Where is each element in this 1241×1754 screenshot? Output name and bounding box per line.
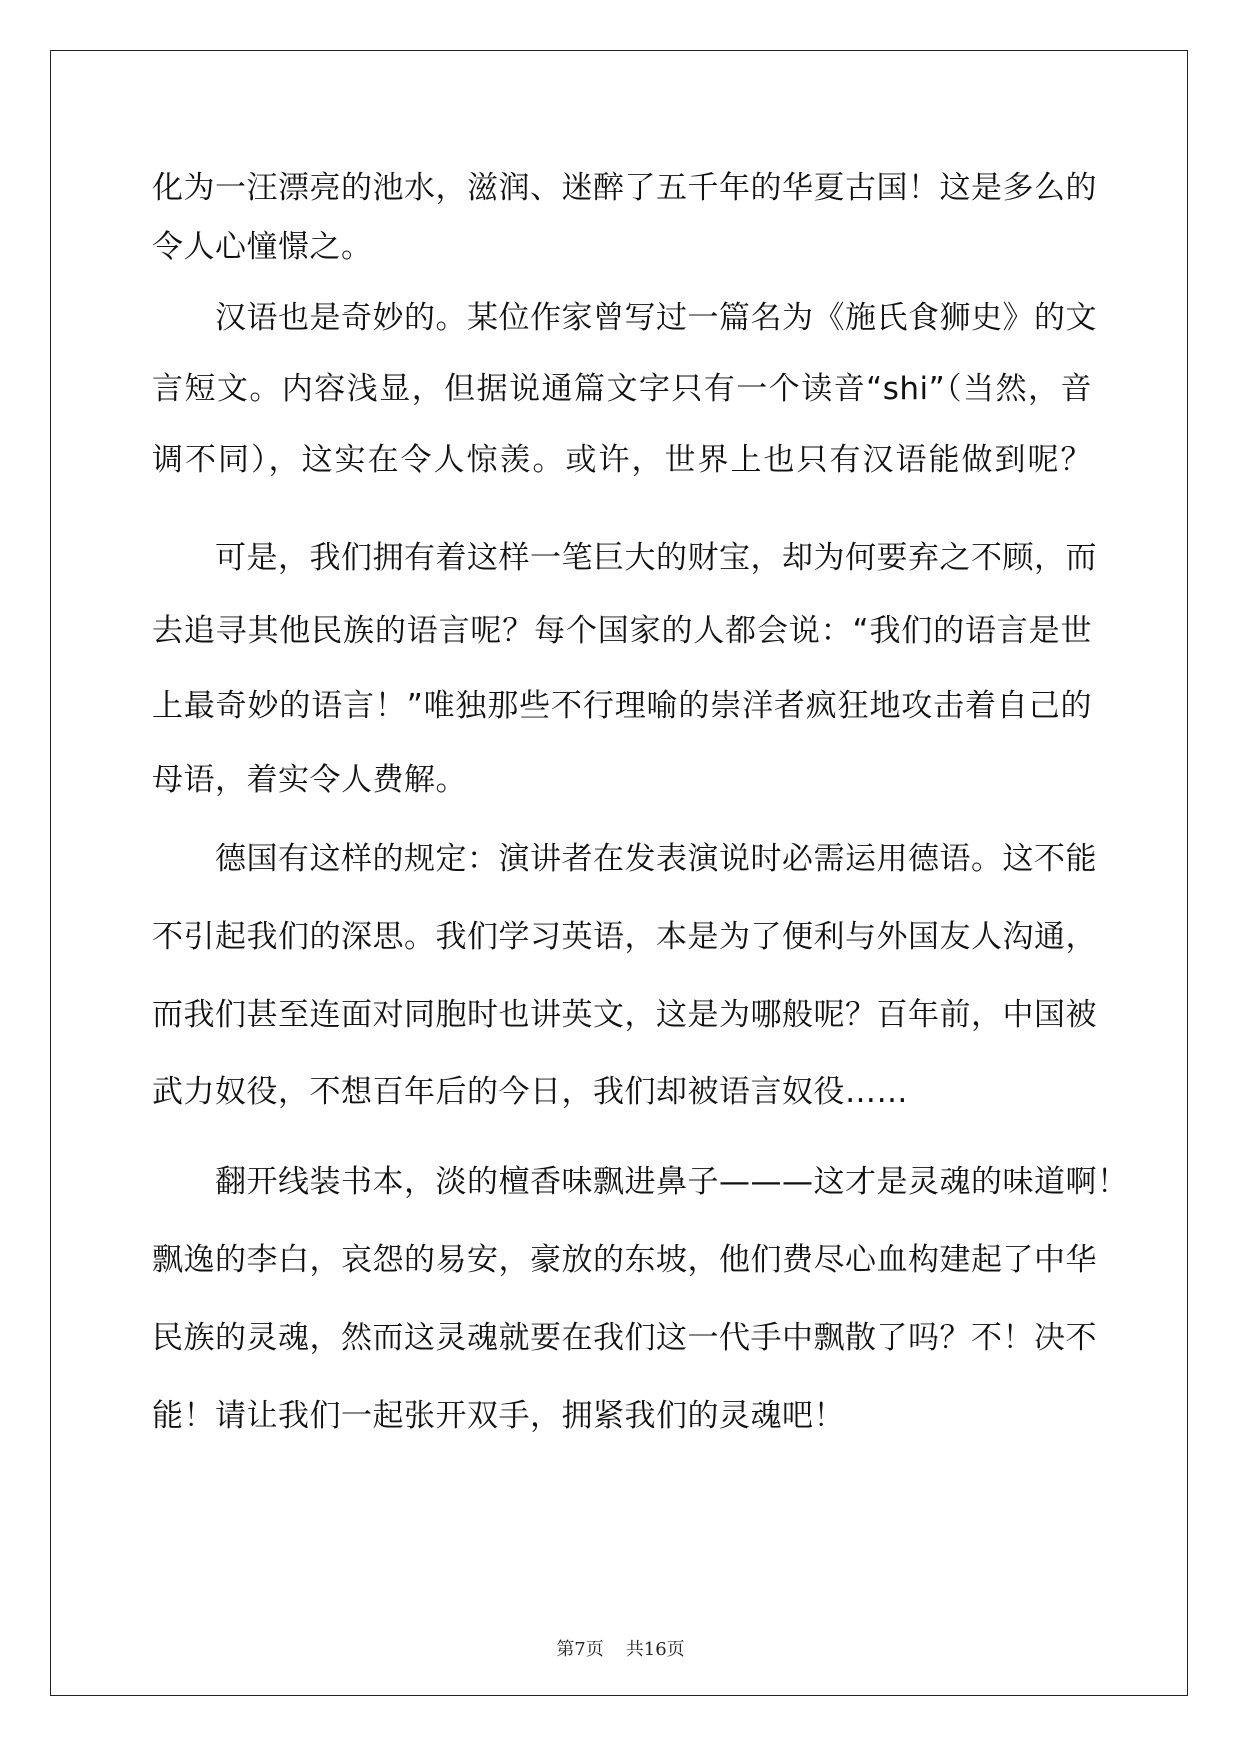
total-page-count: 共16页 — [625, 1639, 685, 1660]
paragraph-5-line-4: 能！请让我们一起张开双手，拥紧我们的灵魂吧！ — [152, 1398, 845, 1434]
paragraph-5-line-3: 民族的灵魂，然而这灵魂就要在我们这一代手中飘散了吗？不！决不 — [152, 1320, 1097, 1356]
paragraph-1-line-2: 令人心憧憬之。 — [152, 229, 373, 265]
paragraph-2-line-1: 汉语也是奇妙的。某位作家曾写过一篇名为《施氏食狮史》的文 — [215, 300, 1097, 336]
paragraph-2-line-2: 言短文。内容浅显，但据说通篇文字只有一个读音“shi”（当然，音 — [152, 371, 1092, 407]
paragraph-4-line-1: 德国有这样的规定：演讲者在发表演说时必需运用德语。这不能 — [215, 841, 1097, 877]
paragraph-1-line-1: 化为一汪漂亮的池水，滋润、迷醉了五千年的华夏古国！这是多么的 — [152, 170, 1097, 206]
page-footer — [0, 1638, 1241, 1662]
paragraph-3-line-2: 去追寻其他民族的语言呢？每个国家的人都会说：“我们的语言是世 — [152, 613, 1092, 649]
paragraph-3-line-4: 母语，着实令人费解。 — [152, 762, 467, 798]
paragraph-4-line-4: 武力奴役，不想百年后的今日，我们却被语言奴役…… — [152, 1074, 908, 1110]
paragraph-4-line-3: 而我们甚至连面对同胞时也讲英文，这是为哪般呢？百年前，中国被 — [152, 997, 1097, 1033]
paragraph-3-line-1: 可是，我们拥有着这样一笔巨大的财宝，却为何要弃之不顾，而 — [215, 540, 1097, 576]
paragraph-2-line-3: 调不同），这实在令人惊羡。或许，世界上也只有汉语能做到呢？ — [152, 442, 1092, 478]
paragraph-4-line-2: 不引起我们的深思。我们学习英语，本是为了便利与外国友人沟通， — [152, 919, 1097, 955]
current-page-number: 第7页 — [556, 1639, 604, 1660]
paragraph-3-line-3: 上最奇妙的语言！”唯独那些不行理喻的崇洋者疯狂地攻击着自己的 — [152, 688, 1092, 724]
paragraph-5-line-1: 翻开线装书本，淡的檀香味飘进鼻子———这才是灵魂的味道啊！ — [215, 1164, 1129, 1200]
paragraph-5-line-2: 飘逸的李白，哀怨的易安，豪放的东坡，他们费尽心血构建起了中华 — [152, 1242, 1097, 1278]
